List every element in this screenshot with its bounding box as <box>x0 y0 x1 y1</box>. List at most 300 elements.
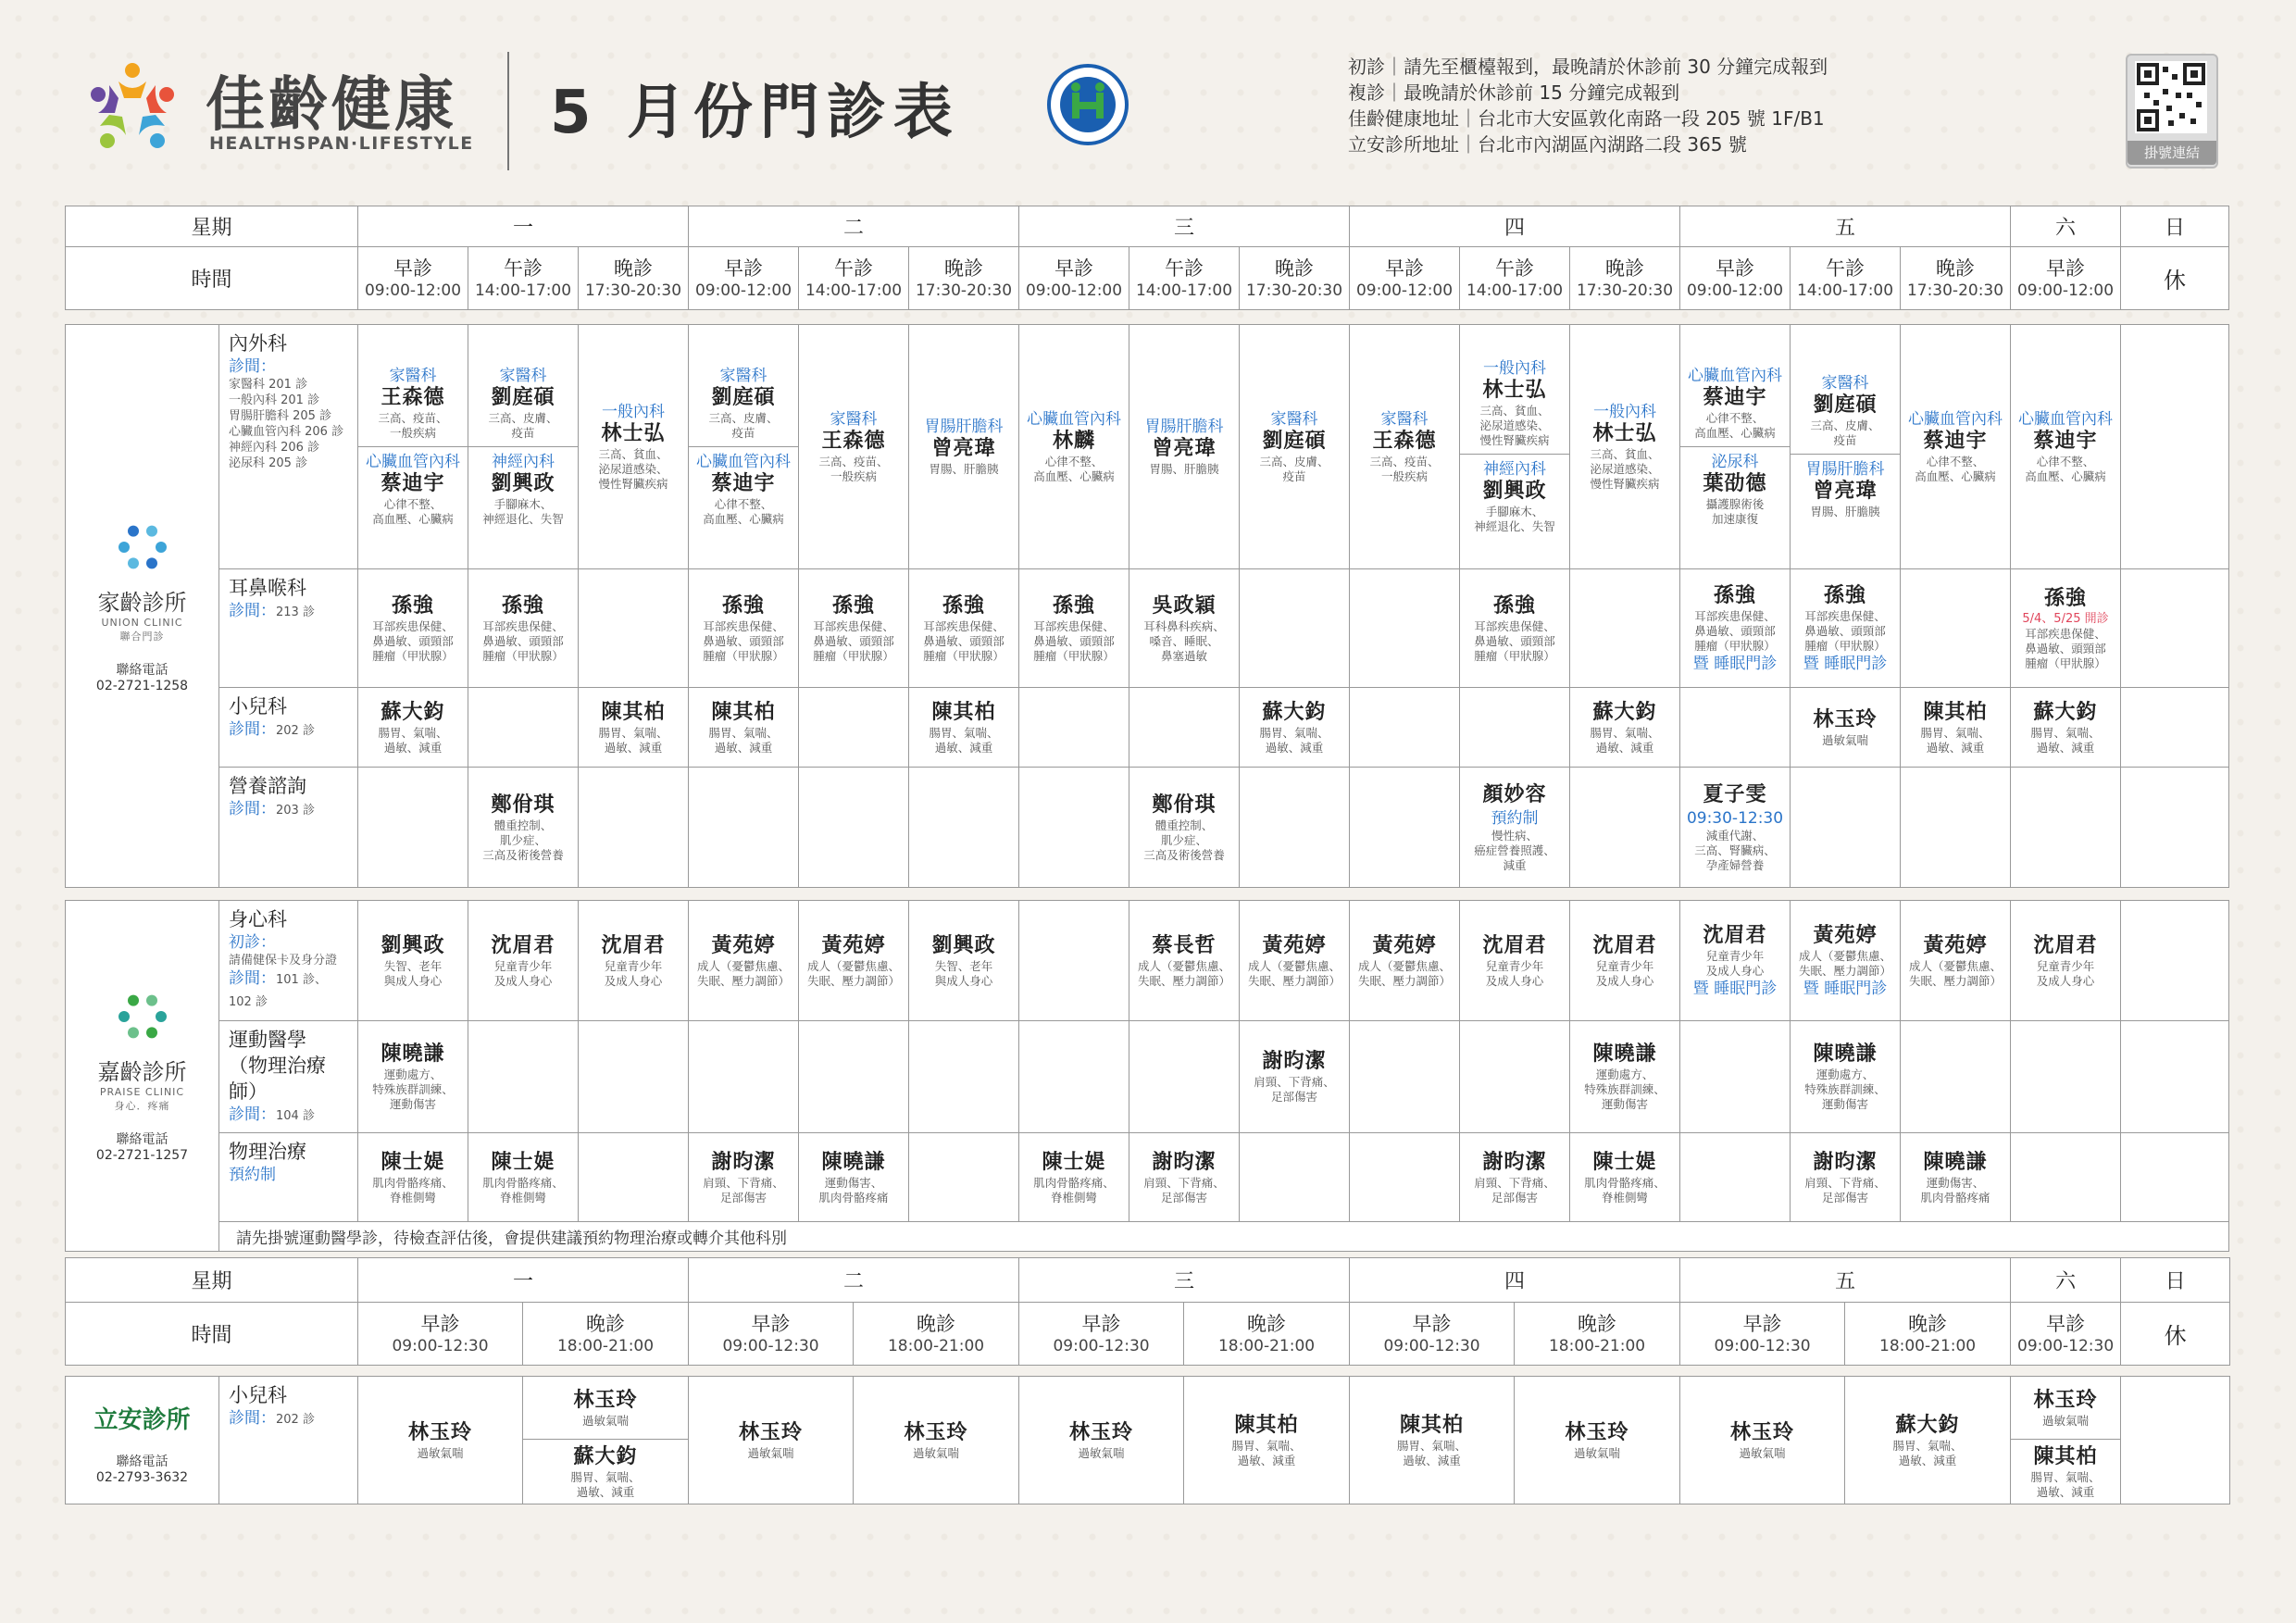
doctor-entry[interactable] <box>2011 1442 2120 1502</box>
schedule-cell[interactable] <box>689 688 799 768</box>
schedule-cell[interactable] <box>1129 325 1240 569</box>
doctor-entry[interactable] <box>689 931 798 991</box>
doctor-entry[interactable] <box>799 1148 908 1207</box>
doctor-entry[interactable] <box>468 365 578 443</box>
doctor-focus: 過敏、減重 <box>604 740 663 755</box>
schedule-cell[interactable] <box>579 688 689 768</box>
doctor-focus: 胃腸、肝膽胰 <box>1810 505 1880 518</box>
schedule-cell[interactable] <box>1019 325 1129 569</box>
schedule-cell[interactable] <box>1240 1021 1350 1133</box>
doctor-entry[interactable] <box>1570 1040 1679 1114</box>
doctor-entry[interactable] <box>1791 581 1900 676</box>
doctor-focus: 耳部疾患保健、 <box>482 618 564 633</box>
department-name: 營養諮詢 <box>229 775 306 797</box>
doctor-entry[interactable] <box>468 791 578 865</box>
schedule-cell[interactable] <box>468 569 579 688</box>
doctor-focus: 肩頸、下背痛、 <box>1254 1075 1335 1089</box>
doctor-focus: 泌尿道感染、 <box>1590 461 1660 476</box>
doctor-focus: 腸胃、氣喘、 <box>378 725 448 740</box>
schedule-cell <box>2121 1021 2229 1133</box>
schedule-cell[interactable] <box>1791 1021 1901 1133</box>
doctor-name: 蔡迪宇 <box>2033 429 2098 453</box>
doctor-entry[interactable] <box>358 1418 522 1463</box>
doctor-entry[interactable] <box>909 698 1018 757</box>
schedule-cell[interactable] <box>579 325 689 569</box>
day-sat-2: 六 <box>2011 1258 2121 1303</box>
schedule-cell[interactable] <box>799 1133 909 1222</box>
doctor-entry[interactable] <box>358 931 468 991</box>
doctor-entry[interactable] <box>1680 581 1790 676</box>
doctor-entry[interactable] <box>468 1148 578 1207</box>
schedule-cell <box>1680 1021 1791 1133</box>
doctor-focus: 腫瘤（甲狀腺） <box>1804 638 1886 653</box>
doctor-entry[interactable] <box>689 365 798 443</box>
sunday-closed: 休 <box>2121 247 2229 310</box>
doctor-entry[interactable] <box>358 1040 468 1114</box>
doctor-name: 陳士媞 <box>491 1150 555 1174</box>
schedule-cell[interactable] <box>1129 768 1240 888</box>
doctor-focus: 神經退化、失智 <box>1474 519 1555 533</box>
doctor-entry[interactable] <box>689 698 798 757</box>
schedule-cell[interactable] <box>1680 768 1791 888</box>
schedule-cell[interactable] <box>358 325 468 569</box>
doctor-focus: 及成人身心 <box>1595 973 1654 988</box>
doctor-specialty: 家醫科 <box>719 367 767 385</box>
registration-qr[interactable] <box>2126 54 2218 169</box>
doctor-entry[interactable] <box>1901 698 2010 757</box>
brand-name: 佳齡健康 <box>206 71 457 140</box>
schedule-cell[interactable] <box>523 1440 689 1504</box>
doctor-entry[interactable] <box>2011 931 2120 991</box>
slot-name: 晚診 <box>586 1312 625 1335</box>
doctor-focus: 兒童青少年 <box>1595 958 1654 973</box>
schedule-cell[interactable] <box>1791 325 1901 569</box>
qr-label: 掛號連結 <box>2128 141 2216 165</box>
doctor-entry[interactable] <box>854 1418 1018 1463</box>
doctor-entry[interactable] <box>358 365 468 443</box>
doctor-name: 蔡迪宇 <box>711 472 776 495</box>
doctor-entry[interactable] <box>1515 1418 1679 1463</box>
doctor-name: 蘇大鈞 <box>1592 700 1657 724</box>
doctor-name: 陳其柏 <box>1234 1413 1299 1437</box>
doctor-entry[interactable] <box>1570 931 1679 991</box>
doctor-focus: 腫瘤（甲狀腺） <box>1694 638 1776 653</box>
schedule-cell[interactable] <box>1791 569 1901 688</box>
doctor-focus: 腫瘤（甲狀腺） <box>813 648 894 663</box>
schedule-cell[interactable] <box>1680 569 1791 688</box>
doctor-entry[interactable] <box>468 931 578 991</box>
doctor-entry[interactable] <box>579 931 688 991</box>
schedule-cell[interactable] <box>1791 1133 1901 1222</box>
doctor-entry[interactable] <box>1791 454 1900 521</box>
doctor-name: 劉庭碩 <box>1262 429 1327 453</box>
room-number: 202 診 <box>276 724 315 738</box>
doctor-focus: 過敏氣喘 <box>581 1413 629 1428</box>
doctor-focus: 腸胃、氣喘、 <box>1920 725 1990 740</box>
schedule-cell[interactable] <box>1570 1021 1680 1133</box>
doctor-focus: 疫苗 <box>511 426 535 440</box>
schedule-cell[interactable] <box>1901 325 2011 569</box>
schedule-cell <box>1680 1133 1791 1222</box>
schedule-cell[interactable] <box>1570 901 1680 1021</box>
doctor-focus: 特殊族群訓練、 <box>1584 1082 1666 1096</box>
schedule-cell[interactable] <box>1240 901 1350 1021</box>
doctor-entry[interactable] <box>1240 408 1349 486</box>
schedule-cell[interactable] <box>468 1133 579 1222</box>
doctor-entry[interactable] <box>1129 1148 1239 1207</box>
doctor-entry[interactable] <box>1019 592 1129 666</box>
doctor-name: 林玉玲 <box>1565 1420 1629 1444</box>
doctor-entry[interactable] <box>1680 365 1790 443</box>
doctor-focus: 嗓音、睡眠、 <box>1149 633 1219 648</box>
doctor-entry[interactable] <box>2011 408 2120 486</box>
doctor-focus: 肩頸、下背痛、 <box>1474 1175 1555 1190</box>
doctor-entry[interactable] <box>1901 931 2010 991</box>
schedule-cell[interactable] <box>1460 569 1570 688</box>
schedule-cell <box>1350 569 1460 688</box>
schedule-cell[interactable] <box>1845 1377 2011 1504</box>
department-name: 運動醫學 <box>229 1029 306 1051</box>
slot-time: 09:00-12:00 <box>364 281 462 300</box>
schedule-cell[interactable] <box>2011 1440 2121 1504</box>
doctor-entry[interactable] <box>579 401 688 493</box>
doctor-entry[interactable] <box>523 1442 688 1502</box>
schedule-cell <box>1350 768 1460 888</box>
slot-header <box>579 247 689 310</box>
schedule-cell[interactable] <box>2011 901 2121 1021</box>
doctor-focus: 癌症營養照護、 <box>1474 843 1555 857</box>
schedule-cell[interactable] <box>358 1377 523 1504</box>
doctor-focus: 鼻過敏、頭頸部 <box>1033 633 1115 648</box>
note-address-lian: 立安診所地址｜台北市內湖區內湖路二段 365 號 <box>1348 133 1747 156</box>
schedule-cell[interactable] <box>468 768 579 888</box>
doctor-entry[interactable] <box>1019 1148 1129 1207</box>
doctor-focus: 三高、貧血、 <box>1479 404 1550 418</box>
schedule-cell[interactable] <box>909 325 1019 569</box>
schedule-cell <box>1791 768 1901 888</box>
doctor-focus: 高血壓、心臟病 <box>1033 468 1115 483</box>
slot-name: 午診 <box>834 256 873 280</box>
schedule-cell[interactable] <box>909 901 1019 1021</box>
schedule-cell[interactable] <box>1680 1377 1845 1504</box>
slot-header <box>1184 1303 1350 1366</box>
doctor-entry[interactable] <box>909 592 1018 666</box>
schedule-header-table <box>65 206 2229 310</box>
doctor-entry[interactable] <box>689 446 798 529</box>
schedule-cell[interactable] <box>1680 325 1791 569</box>
doctor-entry[interactable] <box>2011 584 2120 673</box>
doctor-entry[interactable] <box>358 592 468 666</box>
clinic-phone: 02-2721-1257 <box>95 1148 189 1163</box>
schedule-cell[interactable] <box>689 1377 854 1504</box>
doctor-entry[interactable] <box>1901 1148 2010 1207</box>
sleep-clinic-note: 暨 睡眠門診 <box>1692 979 1778 998</box>
doctor-entry[interactable] <box>1129 416 1239 479</box>
schedule-cell[interactable] <box>2011 325 2121 569</box>
doctor-focus: 耳科鼻科疾病、 <box>1143 618 1225 633</box>
doctor-entry[interactable] <box>1460 780 1569 875</box>
slot-time: 18:00-21:00 <box>887 1336 985 1355</box>
doctor-entry[interactable] <box>689 592 798 666</box>
doctor-name: 王森德 <box>821 429 886 453</box>
schedule-cell[interactable] <box>1240 325 1350 569</box>
doctor-entry[interactable] <box>799 931 908 991</box>
doctor-entry[interactable] <box>1350 408 1459 486</box>
doctor-focus: 兒童青少年 <box>604 958 663 973</box>
slot-header <box>2011 247 2121 310</box>
doctor-focus: 運動傷害 <box>389 1097 436 1111</box>
doctor-entry[interactable] <box>358 1148 468 1207</box>
doctor-name: 鄭佾琪 <box>491 793 555 817</box>
schedule-cell[interactable] <box>2011 688 2121 768</box>
doctor-focus: 鼻過敏、頭頸部 <box>482 633 564 648</box>
schedule-cell[interactable] <box>689 325 799 569</box>
schedule-cell[interactable] <box>1680 901 1791 1021</box>
doctor-name: 陳其柏 <box>1923 700 1988 724</box>
doctor-name: 謝昀潔 <box>1813 1150 1878 1174</box>
schedule-cell <box>579 1021 689 1133</box>
schedule-cell[interactable] <box>799 325 909 569</box>
schedule-cell <box>799 1021 909 1133</box>
schedule-cell[interactable] <box>1515 1377 1680 1504</box>
schedule-cell[interactable] <box>1240 688 1350 768</box>
doctor-entry[interactable] <box>1845 1411 2010 1470</box>
doctor-focus: 耳部疾患保健、 <box>1474 618 1555 633</box>
schedule-cell[interactable] <box>1350 325 1460 569</box>
doctor-focus: 過敏、減重 <box>934 740 993 755</box>
schedule-cell[interactable] <box>1460 901 1570 1021</box>
doctor-specialty: 心臟血管內科 <box>696 453 791 471</box>
slot-header <box>358 247 468 310</box>
doctor-entry[interactable] <box>1019 408 1129 486</box>
doctor-entry[interactable] <box>1680 1418 1844 1463</box>
slot-header <box>468 247 579 310</box>
schedule-cell[interactable] <box>1019 569 1129 688</box>
schedule-cell[interactable] <box>1350 901 1460 1021</box>
schedule-cell[interactable] <box>854 1377 1019 1504</box>
clinic-info <box>66 325 219 888</box>
doctor-note: 預約制 <box>1491 808 1539 828</box>
doctor-entry[interactable] <box>1184 1411 1349 1470</box>
schedule-cell[interactable] <box>1184 1377 1350 1504</box>
schedule-cell[interactable] <box>1129 901 1240 1021</box>
schedule-cell[interactable] <box>468 325 579 569</box>
schedule-cell[interactable] <box>468 901 579 1021</box>
doctor-entry[interactable] <box>1129 931 1239 991</box>
doctor-entry[interactable] <box>1350 1411 1514 1470</box>
schedule-cell <box>799 768 909 888</box>
doctor-entry[interactable] <box>1680 446 1790 529</box>
clinic-sub-en: PRAISE CLINIC <box>99 1086 185 1098</box>
doctor-entry[interactable] <box>1460 931 1569 991</box>
schedule-cell[interactable] <box>1791 901 1901 1021</box>
slot-time: 09:00-12:00 <box>2016 281 2115 300</box>
doctor-specialty: 心臟血管內科 <box>366 453 460 471</box>
doctor-specialty: 神經內科 <box>492 453 555 471</box>
schedule-cell[interactable] <box>358 688 468 768</box>
doctor-name: 陳其柏 <box>1399 1413 1464 1437</box>
schedule-cell[interactable] <box>1570 688 1680 768</box>
doctor-specialty: 心臟血管內科 <box>2018 409 2113 429</box>
schedule-cell[interactable] <box>1129 1133 1240 1222</box>
doctor-focus: 三高、皮膚、 <box>488 411 558 425</box>
doctor-focus: 腫瘤（甲狀腺） <box>372 648 454 663</box>
doctor-name: 謝昀潔 <box>1152 1150 1217 1174</box>
doctor-entry[interactable] <box>2011 1386 2120 1430</box>
schedule-cell[interactable] <box>1570 1133 1680 1222</box>
doctor-entry[interactable] <box>1570 1148 1679 1207</box>
doctor-entry[interactable] <box>1791 372 1900 450</box>
doctor-focus: 手腳麻木、 <box>493 497 553 511</box>
schedule-cell[interactable] <box>1350 1377 1515 1504</box>
schedule-cell[interactable] <box>909 569 1019 688</box>
doctor-focus: 成人（憂鬱焦慮、 <box>1247 958 1341 973</box>
schedule-cell[interactable] <box>689 901 799 1021</box>
schedule-cell <box>2121 569 2229 688</box>
doctor-entry[interactable] <box>909 931 1018 991</box>
schedule-cell[interactable] <box>358 901 468 1021</box>
doctor-name: 孫強 <box>1492 593 1536 618</box>
schedule-cell[interactable] <box>579 901 689 1021</box>
doctor-name: 曾亮瑋 <box>931 436 996 460</box>
doctor-name: 黃苑婷 <box>821 933 886 957</box>
qr-code-icon <box>2135 61 2207 133</box>
schedule-cell[interactable] <box>1791 688 1901 768</box>
doctor-focus: 腸胃、氣喘、 <box>2030 1469 2101 1484</box>
doctor-entry[interactable] <box>689 1418 853 1463</box>
doctor-name: 林麟 <box>1052 429 1095 453</box>
doctor-entry[interactable] <box>1570 401 1679 493</box>
schedule-cell[interactable] <box>1019 1133 1129 1222</box>
schedule-cell <box>909 1133 1019 1222</box>
doctor-focus: 過敏氣喘 <box>417 1445 464 1460</box>
doctor-entry[interactable] <box>689 1148 798 1207</box>
schedule-cell[interactable] <box>1901 1133 2011 1222</box>
schedule-cell[interactable] <box>358 1021 468 1133</box>
schedule-cell[interactable] <box>358 569 468 688</box>
doctor-entry[interactable] <box>799 592 908 666</box>
doctor-focus: 心律不整、 <box>1705 411 1765 425</box>
schedule-cell[interactable] <box>1460 325 1570 569</box>
schedule-cell[interactable] <box>2011 1377 2121 1440</box>
schedule-cell[interactable] <box>799 569 909 688</box>
schedule-cell <box>689 1021 799 1133</box>
doctor-entry[interactable] <box>1791 921 1900 1001</box>
doctor-name: 林玉玲 <box>573 1388 638 1412</box>
doctor-entry[interactable] <box>579 698 688 757</box>
doctor-entry[interactable] <box>909 416 1018 479</box>
schedule-cell[interactable] <box>1460 1133 1570 1222</box>
doctor-name: 謝昀潔 <box>711 1150 776 1174</box>
doctor-focus: 兒童青少年 <box>493 958 553 973</box>
doctor-entry[interactable] <box>1240 698 1349 757</box>
schedule-cell[interactable] <box>1901 688 2011 768</box>
schedule-cell[interactable] <box>358 1133 468 1222</box>
doctor-entry[interactable] <box>1791 1148 1900 1207</box>
doctor-focus: 高血壓、心臟病 <box>1694 426 1776 440</box>
doctor-entry[interactable] <box>1791 1040 1900 1114</box>
doctor-focus: 過敏氣喘 <box>1573 1445 1620 1460</box>
day-mon: 一 <box>358 206 689 247</box>
doctor-entry[interactable] <box>523 1386 688 1430</box>
doctor-name: 林玉玲 <box>904 1420 968 1444</box>
doctor-name: 林玉玲 <box>1729 1420 1794 1444</box>
doctor-focus: 高血壓、心臟病 <box>2025 468 2106 483</box>
doctor-entry[interactable] <box>1129 791 1239 865</box>
schedule-cell[interactable] <box>1901 901 2011 1021</box>
slot-header <box>1791 247 1901 310</box>
day-tue-2: 二 <box>689 1258 1019 1303</box>
doctor-entry[interactable] <box>1460 592 1569 666</box>
schedule-cell[interactable] <box>523 1377 689 1440</box>
doctor-focus: 肩頸、下背痛、 <box>703 1175 784 1190</box>
schedule-cell[interactable] <box>689 1133 799 1222</box>
doctor-entry[interactable] <box>358 446 468 529</box>
doctor-entry[interactable] <box>1019 1418 1183 1463</box>
doctor-entry[interactable] <box>1460 454 1569 536</box>
doctor-focus: 三高、疫苗、 <box>378 411 448 425</box>
doctor-entry[interactable] <box>468 592 578 666</box>
doctor-focus: 特殊族群訓練、 <box>1804 1082 1886 1096</box>
doctor-entry[interactable] <box>1240 931 1349 991</box>
doctor-focus: 胃腸、肝膽胰 <box>929 461 999 476</box>
schedule-cell[interactable] <box>1570 325 1680 569</box>
doctor-entry[interactable] <box>799 408 908 486</box>
schedule-cell[interactable] <box>1019 1377 1184 1504</box>
clinic-name: 立安診所 <box>94 1406 191 1434</box>
slot-name: 早診 <box>2046 256 2085 280</box>
doctor-entry[interactable] <box>1680 780 1790 875</box>
schedule-cell[interactable] <box>689 569 799 688</box>
doctor-focus: 過敏、減重 <box>576 1484 635 1499</box>
doctor-entry[interactable] <box>1791 705 1900 750</box>
doctor-focus: 肌肉骨骼疼痛 <box>1920 1190 1990 1205</box>
room-list-item: 神經內科 206 診 <box>229 441 320 455</box>
schedule-cell[interactable] <box>1460 768 1570 888</box>
doctor-name: 劉興政 <box>931 933 996 957</box>
doctor-entry[interactable] <box>1129 592 1239 666</box>
doctor-entry[interactable] <box>1240 1047 1349 1106</box>
schedule-cell <box>1680 688 1791 768</box>
room-number: 213 診 <box>276 606 315 619</box>
schedule-cell[interactable] <box>2011 569 2121 688</box>
doctor-entry[interactable] <box>358 698 468 757</box>
schedule-cell[interactable] <box>799 901 909 1021</box>
room-list-item: 泌尿科 205 診 <box>229 456 308 470</box>
doctor-entry[interactable] <box>2011 698 2120 757</box>
doctor-entry[interactable] <box>1350 931 1459 991</box>
slot-name: 早診 <box>1385 256 1424 280</box>
doctor-focus: 攝護腺術後 <box>1705 497 1765 511</box>
slot-name: 早診 <box>393 256 432 280</box>
schedule-cell[interactable] <box>909 688 1019 768</box>
schedule-cell <box>1350 688 1460 768</box>
department-name: 小兒科 <box>229 1384 287 1406</box>
doctor-entry[interactable] <box>1680 921 1790 1001</box>
schedule-cell[interactable] <box>1129 569 1240 688</box>
doctor-focus: 一般疾病 <box>830 468 877 483</box>
doctor-entry[interactable] <box>1460 1148 1569 1207</box>
doctor-entry[interactable] <box>1901 408 2010 486</box>
doctor-focus: 過敏氣喘 <box>1078 1445 1125 1460</box>
doctor-focus: 失眠、壓力調節） <box>1357 973 1451 988</box>
doctor-entry[interactable] <box>1460 357 1569 450</box>
slot-name: 早診 <box>751 1312 791 1335</box>
doctor-entry[interactable] <box>468 446 578 529</box>
doctor-focus: 高血壓、心臟病 <box>703 512 784 526</box>
doctor-entry[interactable] <box>1570 698 1679 757</box>
department-name: 內外科 <box>229 332 287 355</box>
